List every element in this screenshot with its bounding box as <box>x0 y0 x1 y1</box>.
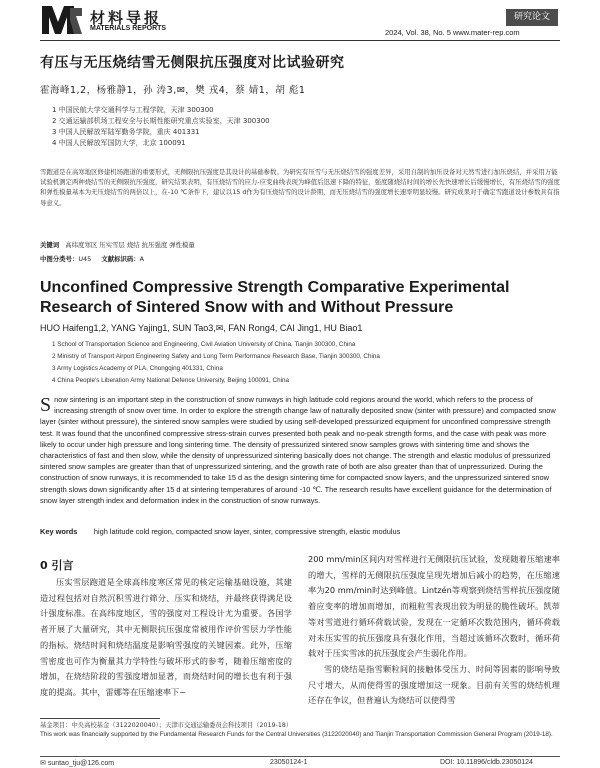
body-column-right <box>308 552 560 709</box>
journal-name-cn: 材料导报 <box>90 9 163 27</box>
affiliation-en: 1 School of Transportation Science and Engineering, Civil Aviation University of China, Tianjin 300300, China <box>52 341 356 348</box>
keywords-value-cn: 高纬度寒区 压实雪层 烧结 抗压强度 弹性模量 <box>65 241 195 249</box>
keywords-label-cn: 关键词 <box>40 241 60 249</box>
body-paragraph: 200 mm/min区间内对雪样进行无侧限抗压试验，发现随着压缩速率的增大，雪样的无侧限抗压强度呈现先增加后减小的趋势，在压缩速率为20 mm/min时达到峰值。Lintzén等观察到烧结雪样抗压强度随着应变率的增加而增加，而粗粒雪表现出较为明显的脆性破坏。凯蒂等对雪道进行循环荷载试验，发现在一定循环次数范围内，循环荷载对未压实雪的抗压强度具有强化作用，当超过该循环次数时，循环荷载对于压实雪冰的抗压强度会产生弱化作用。 <box>308 554 560 659</box>
doi-link[interactable]: DOI: 10.11896/cldb.23050124 <box>440 759 533 766</box>
section-badge: 研究论文 <box>506 9 558 26</box>
journal-name-en: MATERIALS REPORTS <box>90 25 167 32</box>
paper-title-cn: 有压与无压烧结雪无侧限抗压强度对比试验研究 <box>40 55 345 71</box>
doc-code-value: A <box>139 255 145 263</box>
affiliation-en: 3 Army Logistics Academy of PLA, Chongqing 401331, China <box>52 365 223 372</box>
affiliation-cn: 3 中国人民解放军陆军勤务学院，重庆 401331 <box>52 128 200 136</box>
email-text: suntao_tju@126.com <box>47 760 115 767</box>
header-divider <box>40 40 560 41</box>
class-value: U45 <box>78 255 92 263</box>
abstract-en <box>40 394 560 506</box>
paper-title-en: Unconfined Compressive Strength Comparative Experimental Research of Sintered Snow with and Without Pressure <box>40 279 510 316</box>
body-column-left: 压实雪层跑道是全球高纬度寒区常见的核定运输基础设施，其建造过程包括对自然沉积雪进行筛分、压实和烧结，并最终获得满足设计强度标准。在高纬度地区，雪的强度对工程设计尤为重要。各国学者开展了大量研究，其中无侧限抗压强度常被用作评价雪层力学性能的指标。烧结时间和烧结温度是影响雪强度的关键因素。此外，压缩雪密度也可作为衡量其力学特性与破坏形式的参考，随着压缩密度的增加，在烧结阶段的雪强度增加显著，而烧结时间的增长也有利于强度的提高。其中，雷娜等在压缩速率下~ <box>40 577 292 697</box>
mail-icon: ✉ <box>40 760 46 767</box>
abstract-dropcap: S <box>40 394 52 416</box>
authors-en: HUO Haifeng1,2, YANG Yajing1, SUN Tao3,✉, FAN Rong4, CAI Jing1, HU Biao1 <box>40 323 363 333</box>
footer-divider <box>40 756 560 757</box>
body-paragraph: 雪的烧结是指雪颗粒间的接触体受压力、时间等因素的影响导致尺寸增大，从而使得雪的强度增加这一现象。目前有关雪的烧结机理还存在争议，但普遍认为烧结可以使得雪 <box>308 663 560 706</box>
affiliation-cn: 4 中国人民解放军国防大学，北京 100091 <box>52 139 186 147</box>
affiliation-cn: 2 交通运输部机场工程安全与长期性能研究重点实验室，天津 300300 <box>52 117 270 125</box>
abstract-text-en: now sintering is an important step in the construction of snow runways in high latitude cold regions around the world, which refers to the process of increasing strength of snow over time. In order to explore the strength change law of naturally deposited snow (sinter with pressure) and compacted snow layer (sinter without pressure), the sintered snow samples were studied by using self-developed pressurized equipment for unconfined compressive strength test. It was found that the unconfined compressive stress-strain curves presented both peak and no-peak strength forms, and the case with peak was more likely to occur under high pressure and long sintering time. The density of pressurized sintered snow samples grows with sintering time and shows the characteristics of fast and then slow, while the density of unpressurized sintering basically does not change. The strength and elastic modulus of pressurized sintered snow samples are greater than that of unpressurized sintering, and the growth rate of both are also greater than that of unpressurized. During the construction of snow runways, it is recommended to take 15 d as the design sintering time for compacted snow layers, and the unpressurized sintered snow strength slows down significantly after 15 d at sintering temperatures of around -10 ℃. The research results have excellent guidance for the determination of snow layer strength index and deformation index in the construction of snow runways. <box>40 395 556 505</box>
doc-code-label: 文献标识码： <box>101 255 140 263</box>
class-label: 中图分类号： <box>40 255 79 263</box>
classification-cn <box>40 254 144 263</box>
footnote-divider <box>40 718 160 719</box>
corresponding-email[interactable] <box>40 759 114 767</box>
abstract-cn: 雪跑道是在高寒地区修建机场跑道的重要形式，无侧限抗压强度是其设计的基础参数。为研究有压雪与无压烧结雪的强度差异，采用自制的加压设备对天然雪进行加压烧结，并采用万能试验机测定两种烧结雪的无侧限抗压强度，研究结果表明，有压烧结雪的应力-应变曲线表现为峰值后迅速下降的特征，强度随烧结时间的增长先快速增长后缓慢增长，有压烧结雪的强度和弹性模量基本为无压烧结雪的两倍以上，在-10 ℃条件下，建议以15 d作为有压烧结雪的设计龄期，而无压烧结雪的强度增长速率明显较慢。研究成果对于确定雪跑道设计参数具有指导意义。 <box>40 168 560 207</box>
funding-note-en: This work was financially supported by the Fundamental Research Funds for the Central Universities (3122020040) and Tianjin Transportation Commission General Program (2019-18). <box>40 731 553 738</box>
authors-cn: 霍海峰1,2，杨雅静1，孙 涛3,✉，樊 戎4，蔡 婧1，胡 彪1 <box>40 85 306 96</box>
affiliation-en: 2 Ministry of Transport Airport Engineering Safety and Long Term Performance Research Base, Tianjin 300300, China <box>52 353 380 360</box>
article-number: 23050124-1 <box>270 759 308 766</box>
affiliation-en: 4 China People's Liberation Army National Defence University, Beijing 100091, China <box>52 377 290 384</box>
keywords-label-en: Key words <box>40 527 78 536</box>
journal-logo-mark <box>40 2 84 36</box>
keywords-cn <box>40 240 195 249</box>
keywords-value-en: high latitude cold region, compacted snow layer, sinter, compressive strength, elastic modulus <box>93 527 401 536</box>
issue-info[interactable]: 2024, Vol. 38, No. 5 www.mater-rep.com <box>385 28 520 37</box>
affiliation-cn: 1 中国民航大学交通科学与工程学院，天津 300300 <box>52 106 214 114</box>
section-heading-introduction: 0 引言 <box>40 559 74 572</box>
keywords-en <box>40 527 400 536</box>
funding-note-cn: 基金项目：中央高校基金（3122020040）；天津市交通运输委员会科技项目（2019-18） <box>40 722 293 729</box>
